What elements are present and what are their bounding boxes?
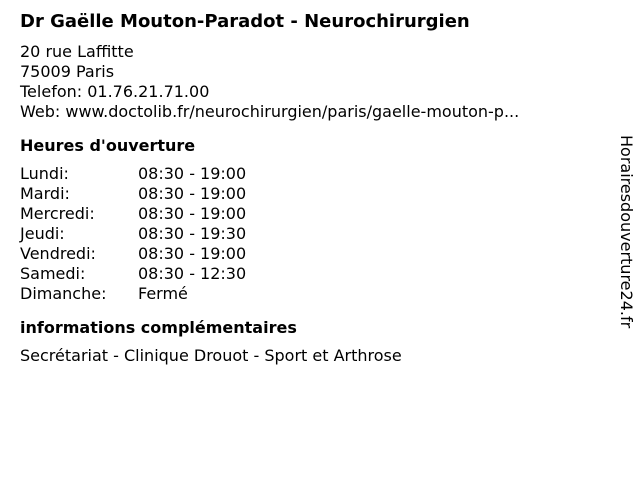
time-value: 08:30 - 19:30 <box>138 224 247 243</box>
time-value: 08:30 - 12:30 <box>138 264 247 283</box>
opening-hours-table <box>20 164 610 304</box>
info-heading: informations complémentaires <box>20 318 297 337</box>
day-label: Lundi: <box>20 164 69 183</box>
business-card <box>20 10 610 366</box>
brand-text: Horairesdouverture24.fr <box>617 135 636 329</box>
hours-row-wednesday <box>20 204 610 224</box>
day-label: Mercredi: <box>20 204 95 223</box>
city-address: 75009 Paris <box>20 62 115 81</box>
hours-row-friday <box>20 244 610 264</box>
phone-number: Telefon: 01.76.21.71.00 <box>20 82 210 101</box>
street-address: 20 rue Laffitte <box>20 42 134 61</box>
hours-row-monday <box>20 164 610 184</box>
hours-row-saturday <box>20 264 610 284</box>
day-label: Jeudi: <box>20 224 65 243</box>
hours-heading: Heures d'ouverture <box>20 136 196 155</box>
info-text: Secrétariat - Clinique Drouot - Sport et Arthrose <box>20 346 402 365</box>
website-link[interactable]: Web: www.doctolib.fr/neurochirurgien/paris/gaelle-mouton-p... <box>20 102 520 121</box>
address-block <box>20 42 610 122</box>
day-label: Mardi: <box>20 184 70 203</box>
hours-row-thursday <box>20 224 610 244</box>
day-label: Samedi: <box>20 264 86 283</box>
day-label: Dimanche: <box>20 284 107 303</box>
time-value: 08:30 - 19:00 <box>138 184 247 203</box>
hours-row-tuesday <box>20 184 610 204</box>
time-value: 08:30 - 19:00 <box>138 244 247 263</box>
time-value: 08:30 - 19:00 <box>138 204 247 223</box>
hours-row-sunday <box>20 284 610 304</box>
time-value: Fermé <box>138 284 188 303</box>
time-value: 08:30 - 19:00 <box>138 164 247 183</box>
page-title: Dr Gaëlle Mouton-Paradot - Neurochirurgien <box>20 11 470 32</box>
day-label: Vendredi: <box>20 244 96 263</box>
brand-watermark <box>612 135 640 345</box>
